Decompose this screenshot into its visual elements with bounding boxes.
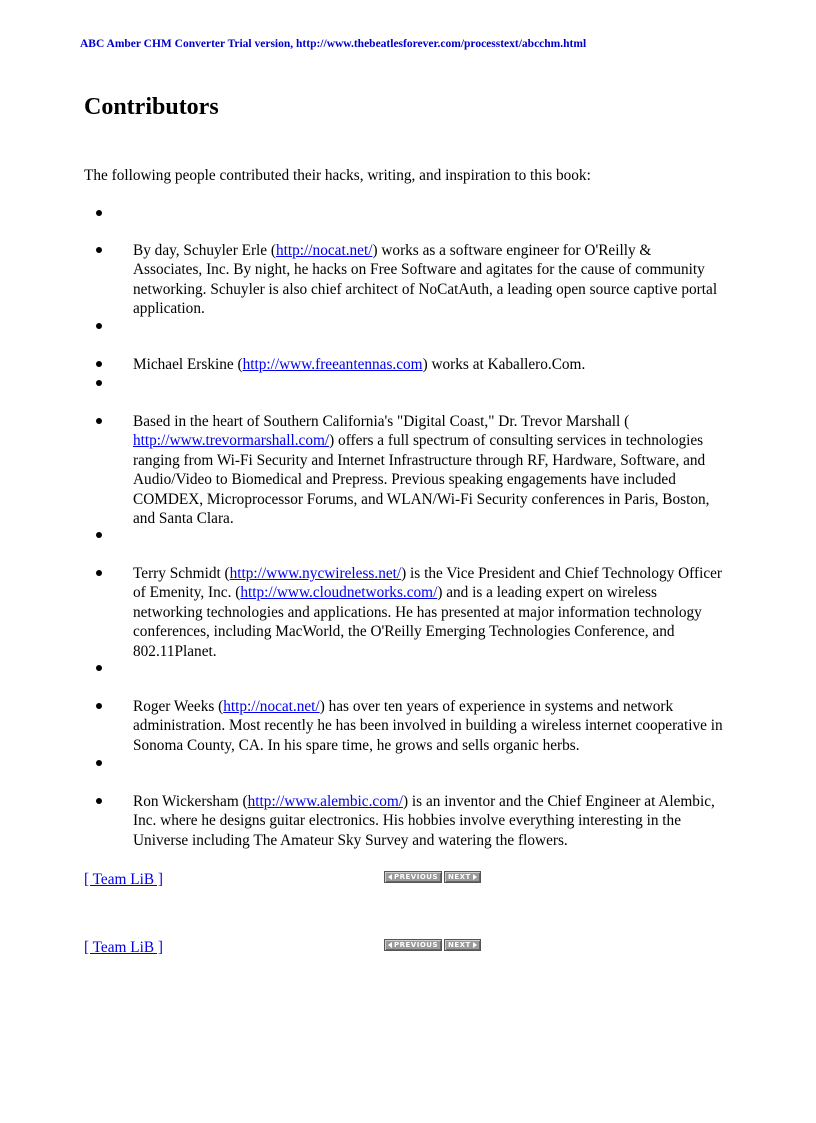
list-item-michael-erskine: Michael Erskine (http://www.freeantennas.com) works at Kaballero.Com. xyxy=(133,356,586,373)
converter-banner: ABC Amber CHM Converter Trial version, http://www.thebeatlesforever.com/processtext/abcchm.html xyxy=(80,38,587,50)
empty-bullet xyxy=(96,665,102,671)
arrow-left-icon xyxy=(388,942,392,948)
link-nycwireless[interactable]: http://www.nycwireless.net/ xyxy=(229,565,402,582)
list-bullet xyxy=(96,247,102,253)
list-item-schuyler-erle: By day, Schuyler Erle (http://nocat.net/) works as a software engineer for O'Reilly & Associates, Inc. By night, he hacks on Free Software and agitates for the cause of community networking. Schuyler is also chief architect of NoCatAuth, a leading open source captive portal application. xyxy=(133,242,718,318)
list-bullet xyxy=(96,361,102,367)
previous-button[interactable]: PREVIOUS xyxy=(384,871,442,883)
next-button[interactable]: NEXT xyxy=(444,939,481,951)
link-cloudnetworks[interactable]: http://www.cloudnetworks.com/ xyxy=(240,584,438,602)
list-bullet xyxy=(96,703,102,709)
next-button[interactable]: NEXT xyxy=(444,871,481,883)
nav-buttons-bottom xyxy=(384,939,481,951)
list-item-ron-wickersham: Ron Wickersham (http://www.alembic.com/) is an inventor and the Chief Engineer at Alembic, Inc. where he designs guitar electronics. His hobbies involve everything interesting in the Universe including The Amateur Sky Survey and watering the flowers. xyxy=(133,793,715,849)
list-item-roger-weeks: Roger Weeks (http://nocat.net/) has over ten years of experience in systems and network administration. Most recently he has been involved in building a wireless internet cooperative in Sonoma County, CA. In his spare time, he grows and sells organic herbs. xyxy=(133,698,723,754)
nav-row-bottom xyxy=(84,938,163,957)
team-lib-link[interactable]: [ Team LiB ] xyxy=(84,939,163,956)
link-freeantennas[interactable]: http://www.freeantennas.com xyxy=(242,356,423,373)
list-bullet xyxy=(96,418,102,424)
nav-buttons-top xyxy=(384,871,481,883)
link-alembic[interactable]: http://www.alembic.com/ xyxy=(247,793,404,810)
empty-bullet xyxy=(96,210,102,216)
link-trevormarshall[interactable]: http://www.trevormarshall.com/ xyxy=(133,432,330,450)
empty-bullet xyxy=(96,323,102,329)
intro-paragraph: The following people contributed their hacks, writing, and inspiration to this book: xyxy=(84,167,591,184)
arrow-right-icon xyxy=(473,874,477,880)
empty-bullet xyxy=(96,760,102,766)
empty-bullet xyxy=(96,380,102,386)
list-item-trevor-marshall: Based in the heart of Southern California's "Digital Coast," Dr. Trevor Marshall ( http://www.trevormarshall.com/) offers a full spectrum of consulting services in technologies ranging from Wi-Fi Security and Internet Infrastructure through RF, Hardware, Software, and Audio/Video to Biomedical and Prepress. Previous speaking engagements have included COMDEX, Microprocessor Forums, and WLAN/Wi-Fi Security conferences in Paris, Boston, and Santa Clara. xyxy=(133,413,710,528)
page-title: Contributors xyxy=(84,94,219,120)
arrow-right-icon xyxy=(473,942,477,948)
empty-bullet xyxy=(96,532,102,538)
link-nocat-net-2[interactable]: http://nocat.net/ xyxy=(223,698,320,715)
previous-button[interactable]: PREVIOUS xyxy=(384,939,442,951)
list-item-terry-schmidt: Terry Schmidt (http://www.nycwireless.net/) is the Vice President and Chief Technology Officer of Emenity, Inc. (http://www.cloudnetworks.com/) and is a leading expert on wireless networking technologies and applications. He has presented at major information technology conferences, including MacWorld, the O'Reilly Emerging Technologies Conference, and 802.11Planet. xyxy=(133,565,723,660)
arrow-left-icon xyxy=(388,874,392,880)
team-lib-link[interactable]: [ Team LiB ] xyxy=(84,871,163,888)
link-nocat-net[interactable]: http://nocat.net/ xyxy=(276,242,373,259)
list-bullet xyxy=(96,798,102,804)
nav-row-top xyxy=(84,870,163,889)
list-bullet xyxy=(96,570,102,576)
